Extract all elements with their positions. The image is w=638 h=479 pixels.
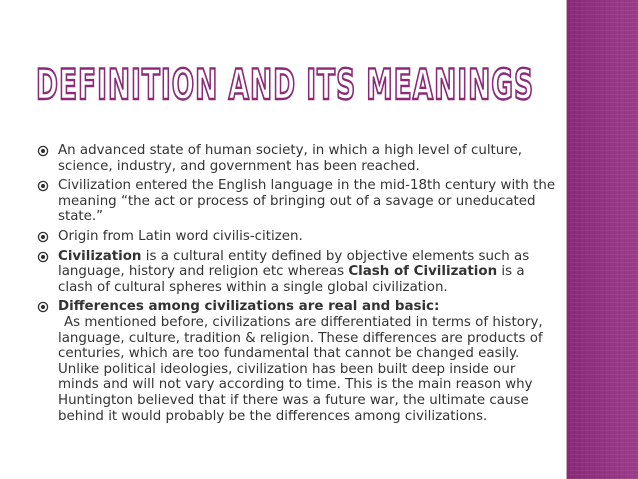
circle-bullet-icon	[37, 180, 49, 192]
circle-bullet-icon	[37, 251, 49, 263]
bold-term: Civilization	[58, 248, 142, 264]
bullet-list	[37, 143, 557, 428]
circle-bullet-icon	[37, 145, 49, 157]
bullet-text: Origin from Latin word civilis-citizen.	[58, 228, 303, 244]
slide-title-svg	[30, 56, 550, 108]
slide-title	[30, 56, 550, 108]
circle-bullet-icon	[37, 301, 49, 313]
bullet-body-text: As mentioned before, civilizations are differentiated in terms of history, language, culture, tradition & religion. These differences are products of centuries, which are too fundamental that cannot be changed easily. Unlike political ideologies, civilization has been built deep inside our minds and will not vary according to time. This is the main reason why Huntington believed that if there was a future war, the ultimate cause behind it would probably be the differences among civilizations.	[58, 314, 543, 424]
sidebar-texture	[569, 0, 638, 479]
title-text: DEFINITION AND ITS MEANINGS	[36, 60, 534, 108]
list-item	[37, 178, 557, 225]
list-item	[37, 143, 557, 174]
list-item	[37, 299, 557, 424]
list-item	[37, 229, 557, 245]
bullet-body	[58, 315, 557, 424]
bullet-text: is a cultural entity defined by objective elements such as language, history and religion etc whereas	[58, 248, 530, 280]
bullet-text: is a clash of cultural spheres within a single global civilization.	[58, 264, 525, 295]
bold-term: Clash of Civilization	[348, 264, 498, 280]
bullet-text: An advanced state of human society, in which a high level of culture, science, industry, and government has been reached.	[58, 143, 522, 174]
list-item	[37, 249, 557, 296]
circle-bullet-icon	[37, 231, 49, 243]
bullet-heading: Differences among civilizations are real and basic:	[58, 299, 440, 315]
bullet-text: Civilization entered the English language in the mid-18th century with the meaning “the act or process of bringing out of a savage or uneducated state.”	[58, 178, 556, 225]
